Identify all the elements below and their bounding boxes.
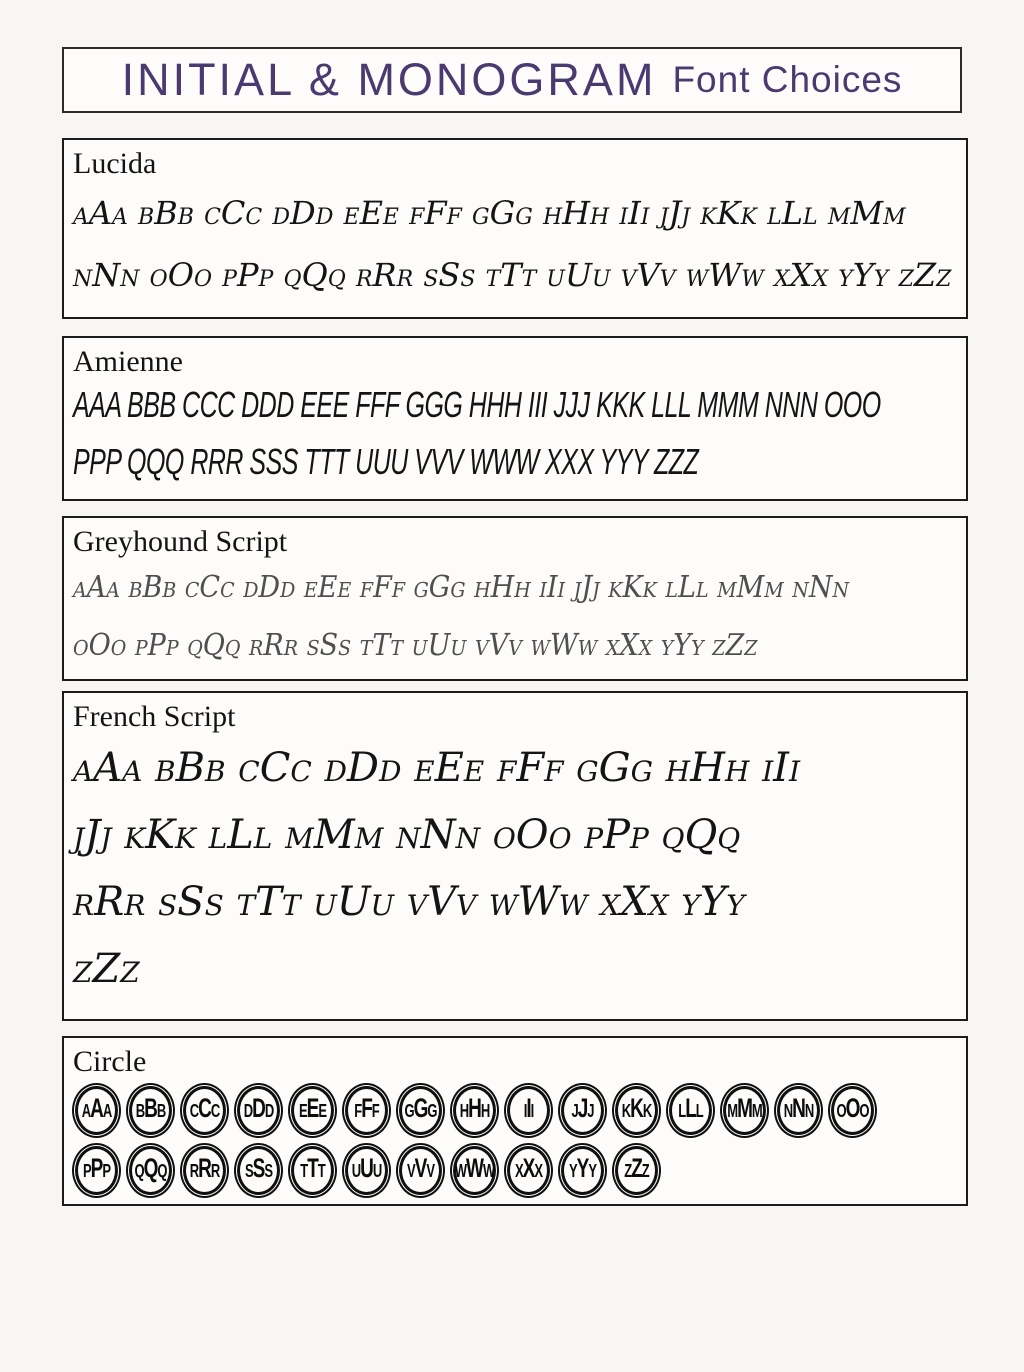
circle-monogram-letters: G G G — [404, 1094, 437, 1124]
circle-monogram-letters: D D D — [243, 1094, 274, 1124]
font-section-lucida — [62, 138, 968, 319]
circle-monogram-letters: R R R — [189, 1154, 220, 1184]
circle-monogram — [666, 1083, 715, 1138]
circle-monogram — [774, 1083, 823, 1138]
circle-monogram — [342, 1083, 391, 1138]
page-subtitle: Font Choices — [672, 59, 903, 100]
circle-monogram — [612, 1083, 661, 1138]
alphabet-sample-line: oOo pPp qQq rRr sSs tTt uUu vVv wWw xXx yYy zZz — [73, 628, 758, 663]
circle-monogram — [72, 1143, 121, 1198]
circle-monogram — [504, 1143, 553, 1198]
font-name-label: Lucida — [73, 147, 157, 180]
circle-monogram-letters: N N N — [783, 1094, 814, 1124]
circle-monogram-letters: L L L — [678, 1094, 703, 1124]
alphabet-sample-line: jJj kKk lLl mMm nNn oOo pPp qQq — [73, 811, 741, 858]
font-section-french-script — [62, 691, 968, 1021]
alphabet-sample-line: zZz — [73, 945, 140, 992]
alphabet-sample-line: rRr sSs tTt uUu vVv wWw xXx yYy — [73, 878, 745, 925]
circle-monogram-letters: V V V — [406, 1154, 435, 1184]
font-section-amienne — [62, 336, 968, 501]
circle-monogram — [342, 1143, 391, 1198]
circle-monogram — [126, 1083, 175, 1138]
circle-monogram-row — [64, 1143, 966, 1198]
page-title: INITIAL & MONOGRAM — [121, 54, 657, 105]
circle-monogram-letters: W W W — [454, 1154, 495, 1184]
circle-monogram-letters: E E E — [298, 1094, 327, 1124]
circle-monogram-letters: P P P — [82, 1154, 111, 1184]
font-choices-sheet — [0, 47, 1024, 1372]
circle-monogram-grid — [64, 1083, 966, 1198]
circle-monogram-letters: K K K — [621, 1094, 652, 1124]
circle-monogram — [828, 1083, 877, 1138]
font-name-label: Circle — [73, 1045, 147, 1078]
circle-monogram-letters: F F F — [354, 1094, 379, 1124]
font-name-label: French Script — [73, 700, 236, 733]
circle-monogram-letters: T T T — [300, 1154, 325, 1184]
circle-monogram — [234, 1083, 283, 1138]
circle-monogram-letters: S S S — [244, 1154, 273, 1184]
circle-monogram-letters: J J J — [571, 1094, 594, 1124]
title-banner — [62, 47, 962, 113]
circle-monogram — [612, 1143, 661, 1198]
circle-monogram — [396, 1083, 445, 1138]
circle-monogram — [450, 1083, 499, 1138]
font-section-circle — [62, 1036, 968, 1206]
circle-monogram-letters: A A A — [81, 1094, 112, 1124]
circle-monogram-letters: X X X — [514, 1154, 543, 1184]
circle-monogram — [558, 1143, 607, 1198]
circle-monogram — [504, 1083, 553, 1138]
circle-monogram-letters: M M M — [727, 1094, 762, 1124]
circle-monogram-letters: B B B — [135, 1094, 166, 1124]
circle-monogram — [126, 1143, 175, 1198]
alphabet-sample-line: aAa bBb cCc dDd eEe fFf gGg hHh iIi jJj kKk lLl mMm nNn — [73, 570, 850, 605]
circle-monogram-letters: H H H — [459, 1094, 490, 1124]
circle-monogram — [720, 1083, 769, 1138]
circle-monogram — [180, 1143, 229, 1198]
circle-monogram-letters: Q Q Q — [134, 1154, 167, 1184]
circle-monogram-letters: I I I — [523, 1094, 534, 1124]
circle-monogram-letters: C C C — [189, 1094, 220, 1124]
circle-monogram — [396, 1143, 445, 1198]
circle-monogram-letters: Y Y Y — [568, 1154, 597, 1184]
circle-monogram — [180, 1083, 229, 1138]
circle-monogram — [450, 1143, 499, 1198]
circle-monogram — [72, 1083, 121, 1138]
alphabet-sample-line: AAA BBB CCC DDD EEE FFF GGG HHH III JJJ KKK LLL MMM NNN OOO — [73, 384, 881, 426]
circle-monogram-letters: Z Z Z — [624, 1154, 649, 1184]
alphabet-sample-line: PPP QQQ RRR SSS TTT UUU VVV WWW XXX YYY ZZZ — [73, 441, 699, 483]
circle-monogram — [288, 1143, 337, 1198]
circle-monogram-letters: U U U — [351, 1154, 382, 1184]
circle-monogram — [234, 1143, 283, 1198]
alphabet-sample-line: aAa bBb cCc dDd eEe fFf gGg hHh iIi jJj kKk lLl mMm — [73, 193, 906, 232]
alphabet-sample-line: aAa bBb cCc dDd eEe fFf gGg hHh iIi — [73, 744, 801, 791]
circle-monogram-letters: O O O — [836, 1094, 869, 1124]
font-section-greyhound-script — [62, 516, 968, 681]
font-name-label: Amienne — [73, 345, 183, 378]
font-name-label: Greyhound Script — [73, 525, 288, 558]
circle-monogram-row — [64, 1083, 966, 1138]
alphabet-sample-line: nNn oOo pPp qQq rRr sSs tTt uUu vVv wWw xXx yYy zZz — [73, 255, 952, 294]
circle-monogram — [558, 1083, 607, 1138]
circle-monogram — [288, 1083, 337, 1138]
